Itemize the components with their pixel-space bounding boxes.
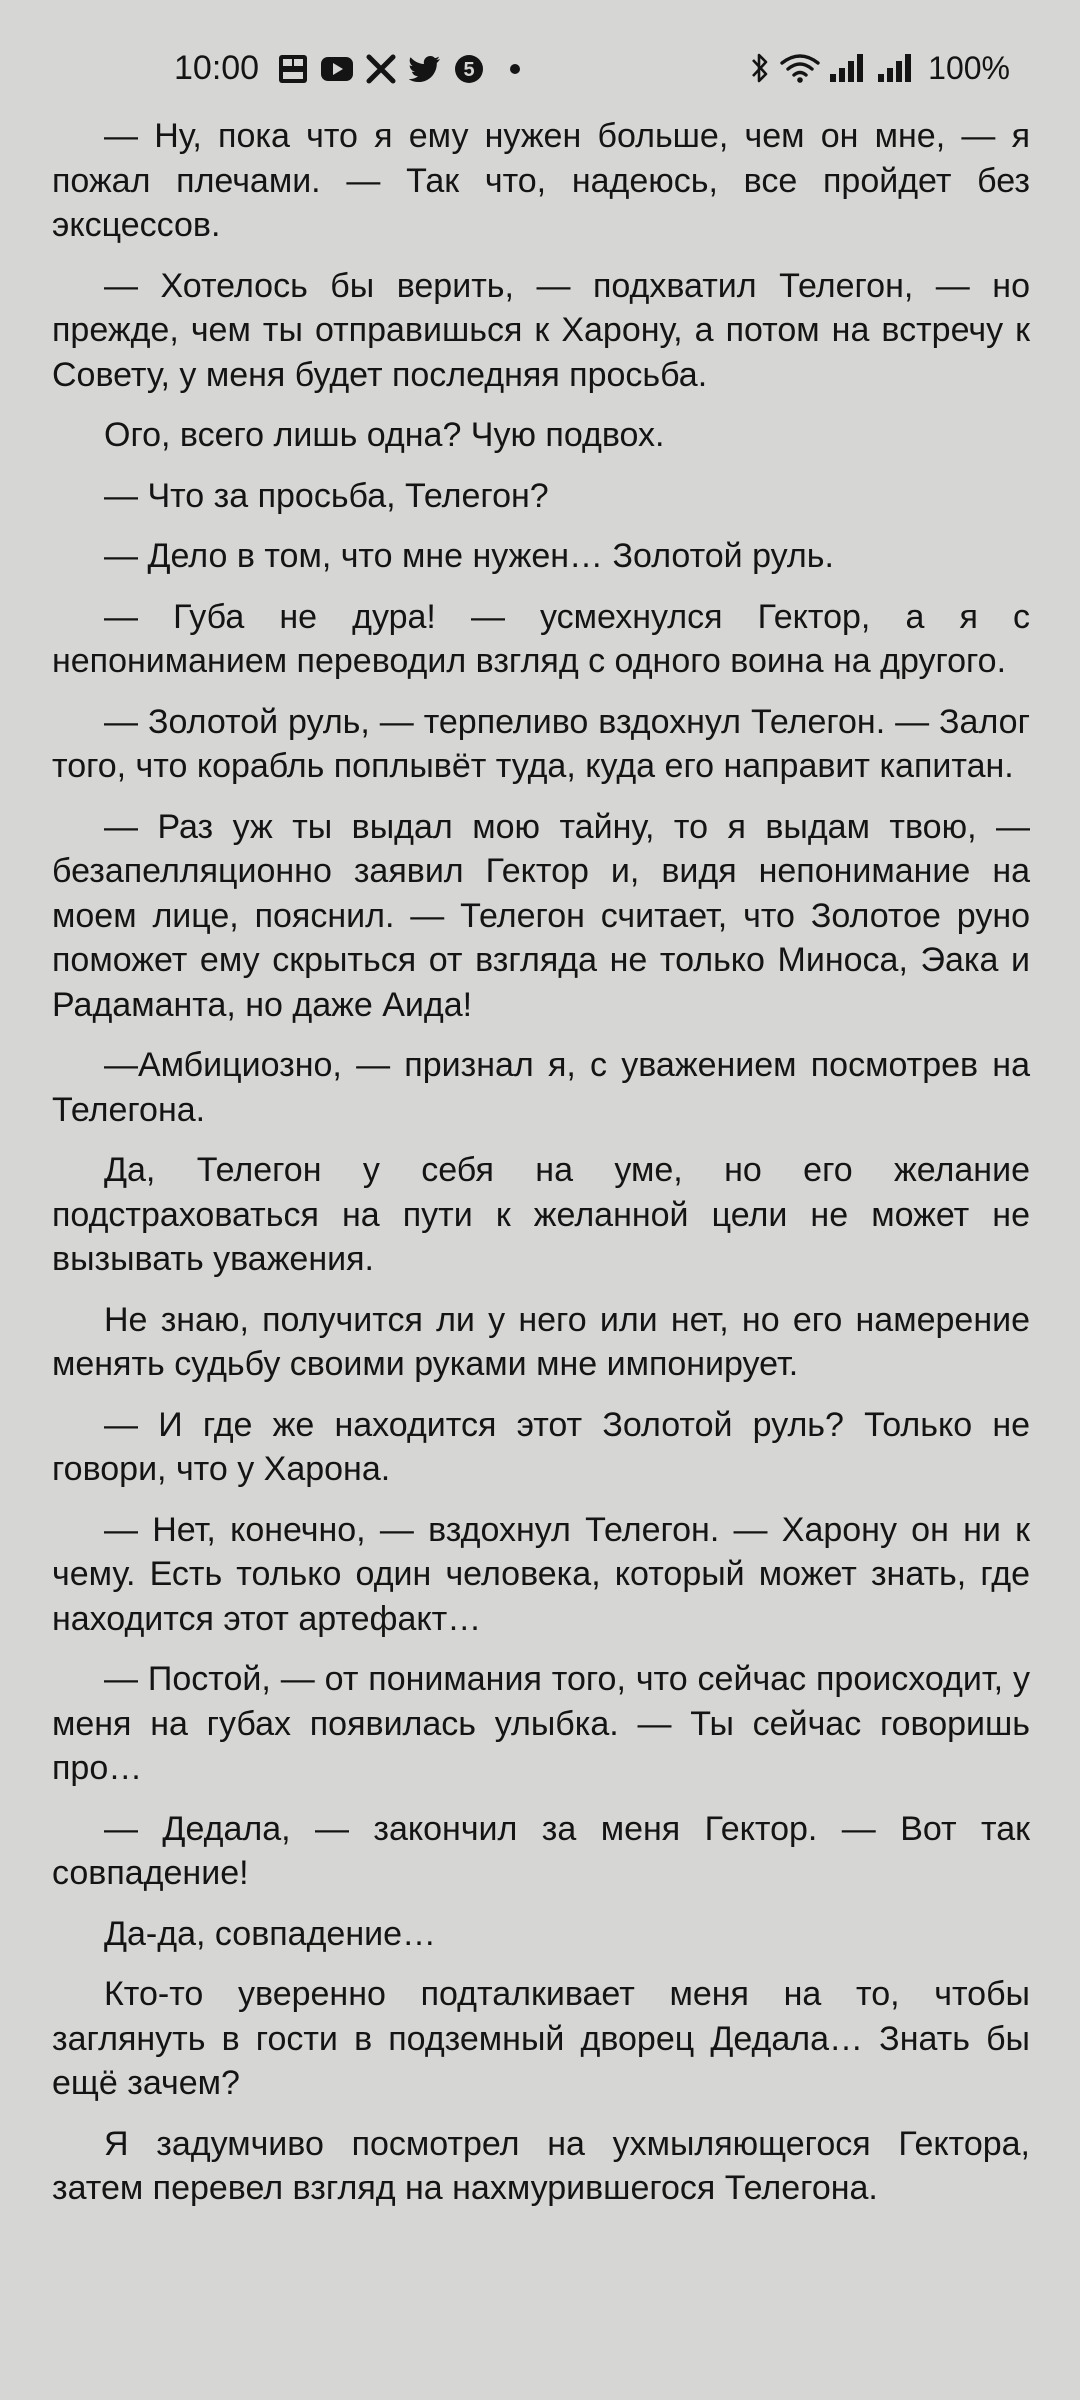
paragraph: — Дедала, — закончил за меня Гектор. — Вот так совпадение! bbox=[52, 1809, 1030, 1892]
paragraph: — Что за просьба, Телегон? bbox=[104, 476, 549, 515]
svg-text:5: 5 bbox=[463, 59, 475, 81]
youtube-icon bbox=[320, 52, 354, 86]
status-time: 10:00 bbox=[174, 49, 260, 87]
paragraph: Ого, всего лишь одна? Чую подвох. bbox=[104, 416, 665, 454]
system-icons bbox=[748, 48, 1010, 88]
paragraph: — Хотелось бы верить, — подхватил Телегон, — но прежде, чем ты отправишься к Харону, а потом на встречу к Совету, у меня будет последняя просьба. bbox=[52, 266, 1030, 394]
signal-sim2-icon bbox=[876, 52, 916, 84]
paragraph: —Амбициозно, — признал я, с уважением посмотрев на Телегона. bbox=[52, 1046, 1030, 1129]
paragraph: Не знаю, получится ли у него или нет, но его намерение менять судьбу своими руками мне импонирует. bbox=[52, 1300, 1030, 1383]
battery-level: 100% bbox=[928, 50, 1010, 86]
paragraph: Кто-то уверенно подталкивает меня на то, чтобы заглянуть в гости в подземный дворец Дедала… Знать бы ещё зачем? bbox=[52, 1975, 1030, 2102]
signal-sim1-icon bbox=[828, 52, 868, 84]
reader-page[interactable] bbox=[52, 114, 1030, 2227]
paragraph: — Нет, конечно, — вздохнул Телегон. — Харону он ни к чему. Есть только один человека, который может знать, где находится этот артефакт… bbox=[52, 1510, 1030, 1638]
mt-app-icon bbox=[276, 52, 310, 86]
paragraph: — Дело в том, что мне нужен… Золотой руль. bbox=[104, 537, 834, 575]
paragraph: Да, Телегон у себя на уме, но его желание подстраховаться на пути к желанной цели не может не вызывать уважения. bbox=[52, 1151, 1030, 1278]
paragraph: — Постой, — от понимания того, что сейчас происходит, у меня на губах появилась улыбка. — Ты сейчас говоришь про… bbox=[52, 1660, 1030, 1787]
x-icon bbox=[364, 52, 398, 86]
paragraph: — Раз уж ты выдал мою тайну, то я выдам твою, — безапелляционно заявил Гектор и, видя непонимание на моем лице, пояснил. — Телегон считает, что Золотое руно поможет ему скрыться от взгляда не только Миноса, Эака и Радаманта, но даже Аида! bbox=[52, 807, 1030, 1024]
paragraph: Я задумчиво посмотрел на ухмыляющегося Гектора, затем перевел взгляд на нахмурившегося Телегона. bbox=[52, 2124, 1030, 2207]
paragraph: Да-да, совпадение… bbox=[104, 1914, 436, 1953]
wifi-icon bbox=[780, 52, 820, 84]
twitter-icon bbox=[408, 52, 442, 86]
notification-icons bbox=[276, 52, 520, 86]
app-5-icon bbox=[452, 52, 486, 86]
paragraph: — Губа не дура! — усмехнулся Гектор, а я с непониманием переводил взгляд с одного воина на другого. bbox=[52, 597, 1030, 680]
paragraph: — И где же находится этот Золотой руль? Только не говори, что у Харона. bbox=[52, 1405, 1030, 1488]
paragraph: — Золотой руль, — терпеливо вздохнул Телегон. — Залог того, что корабль поплывёт туда, куда его направит капитан. bbox=[52, 702, 1030, 785]
more-dot-icon bbox=[510, 64, 520, 74]
paragraph: — Ну, пока что я ему нужен больше, чем он мне, — я пожал плечами. — Так что, надеюсь, все пройдет без эксцессов. bbox=[52, 117, 1030, 244]
bluetooth-icon bbox=[748, 51, 772, 85]
